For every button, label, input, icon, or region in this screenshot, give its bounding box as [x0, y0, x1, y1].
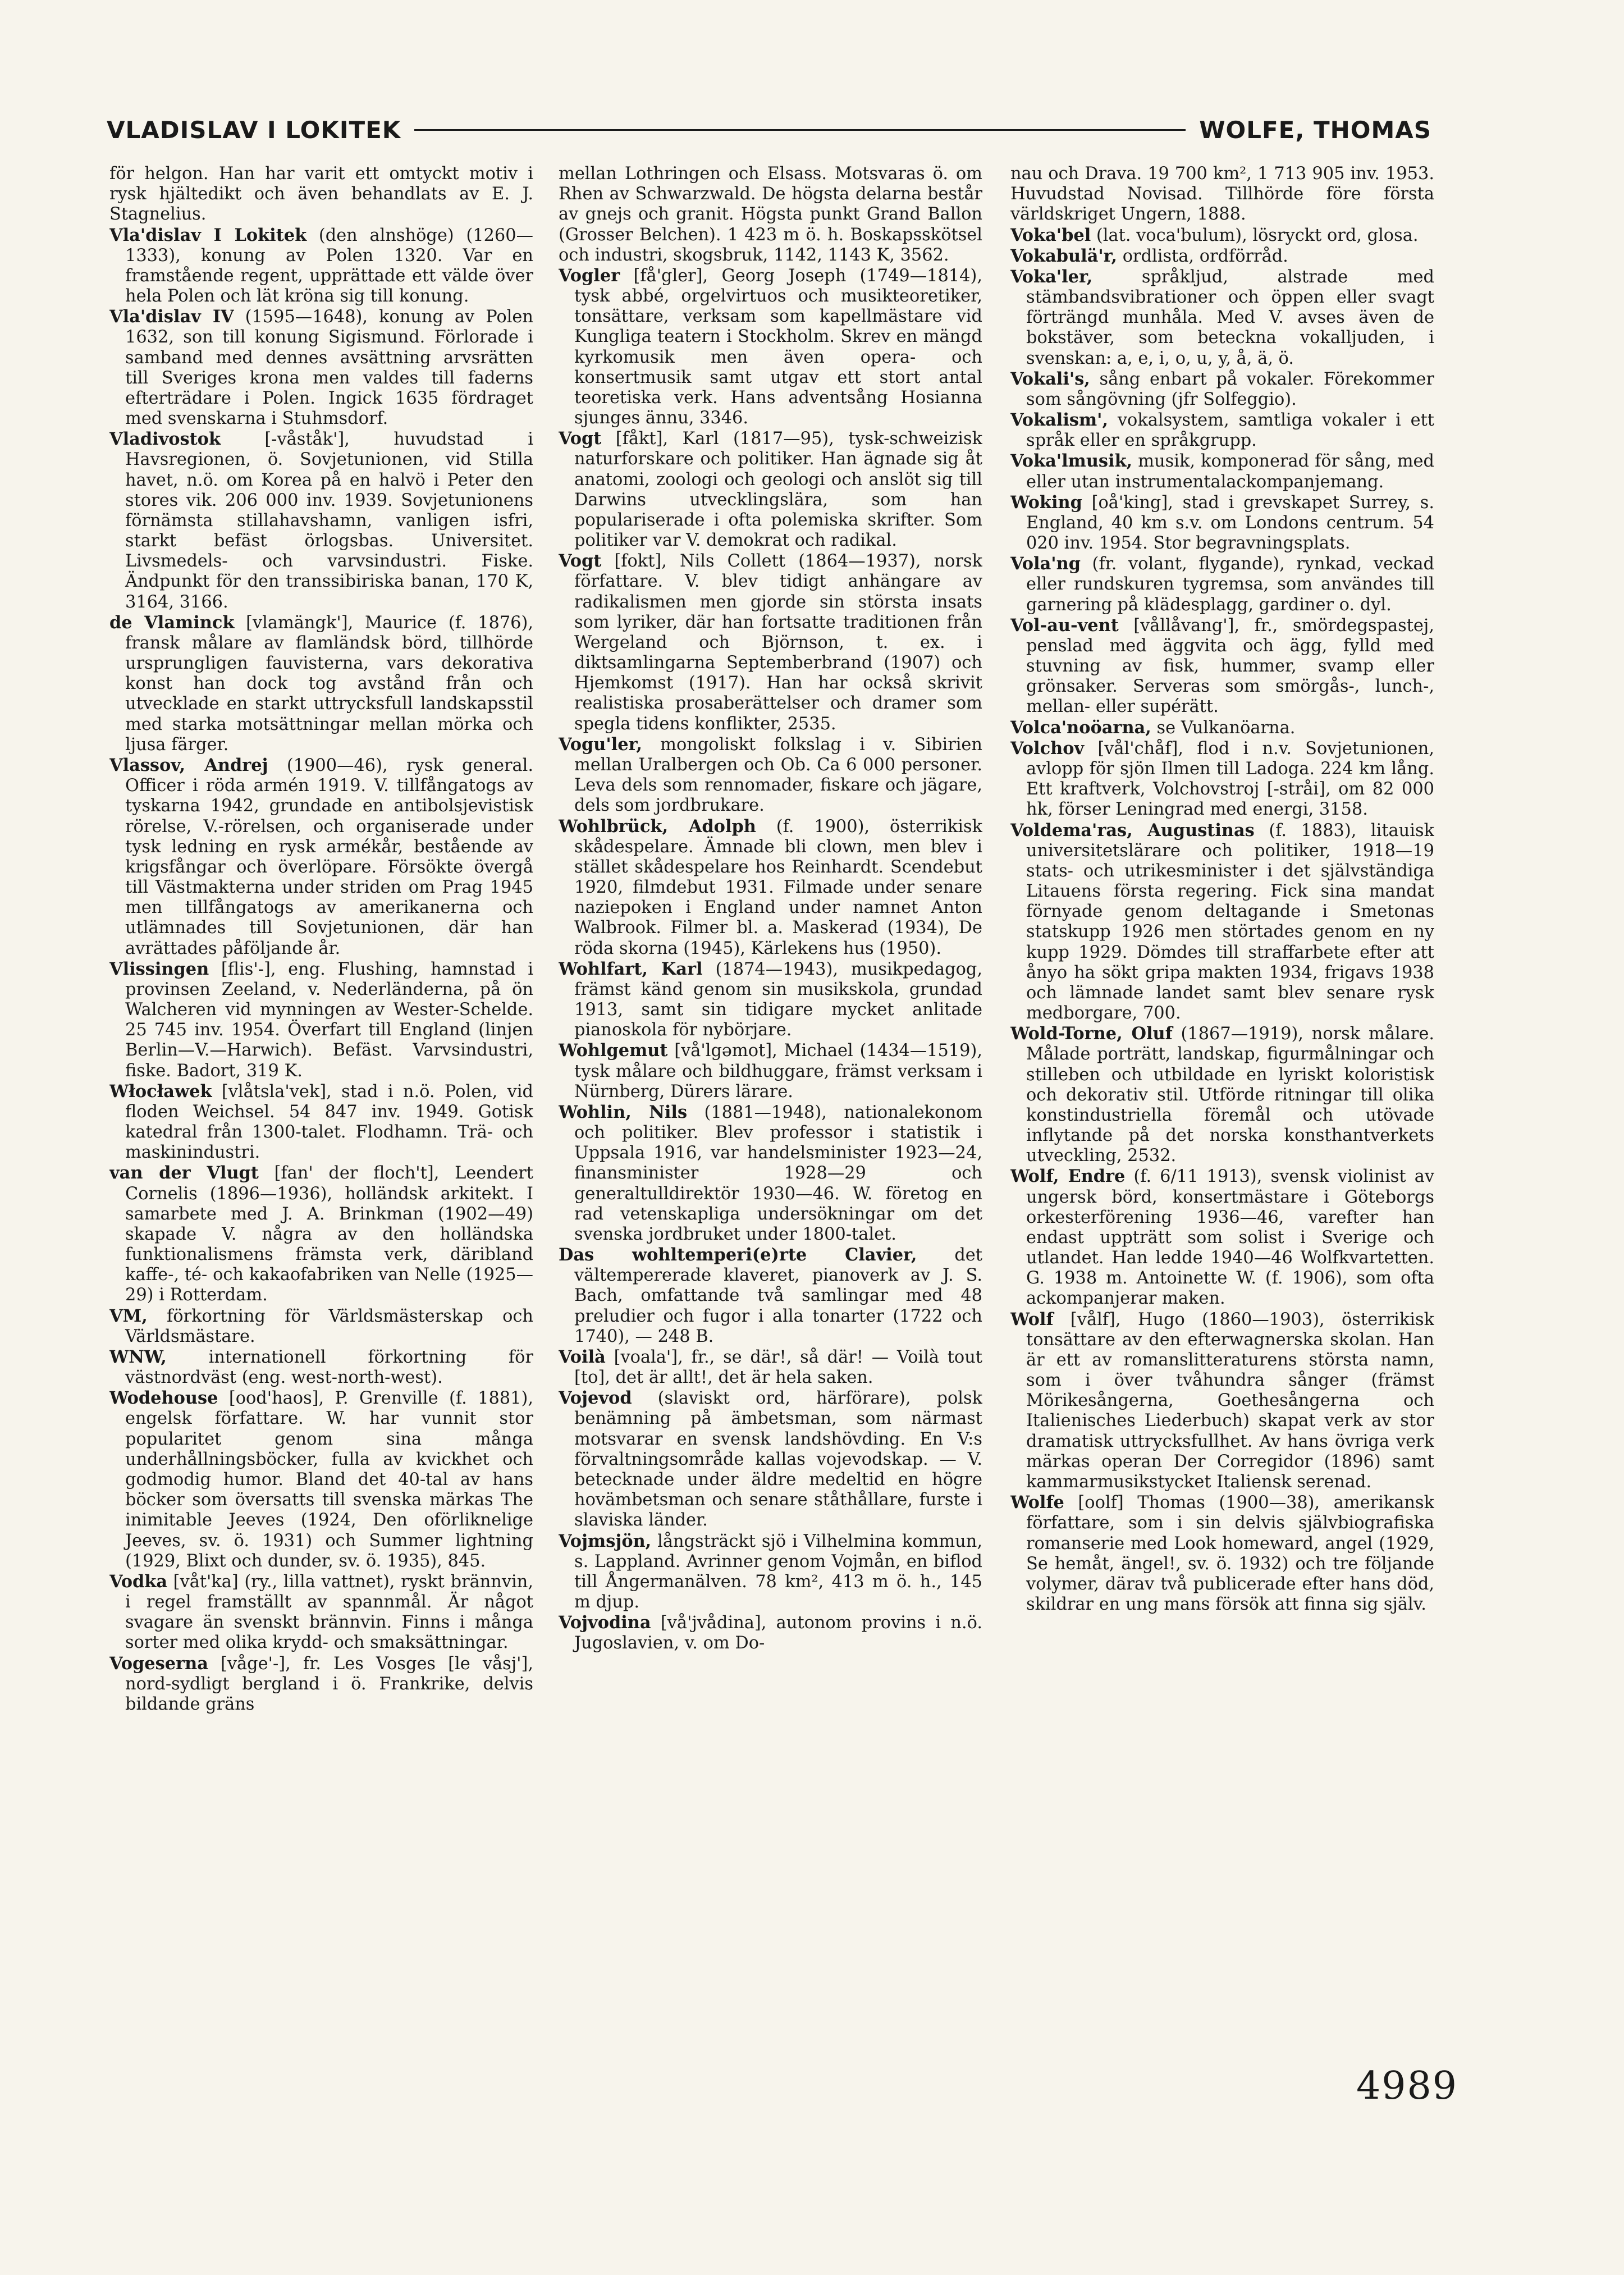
entry-headword: Vokalism', — [1010, 410, 1109, 431]
entry-text: [fan' der floch't], Leendert Cornelis (1896—1936), holländsk arkitekt. I samarbete med J. A. Brinkman (1902—49) skapade V. några av den holländska funktionalismens främsta verk, däribland kaffe-, té- och kakaofabriken van Nelle (1925—29) i Rotterdam. — [125, 1163, 533, 1305]
entry-text: [få'gler], Georg Joseph (1749—1814), tysk abbé, orgelvirtuos och musikteoretiker, tonsättare, verksam som kapellmästare vid Kungliga teatern i Stockholm. Skrev en mängd kyrkomusik men även opera- och konsertmusik samt utgav ett stort antal teoretiska verk. Hans adventsång Hosianna sjunges ännu, 3346. — [574, 266, 982, 428]
entry-headword: Włocławek — [109, 1081, 212, 1102]
entry-text: långsträckt sjö i Vilhelmina kommun, s. Lappland. Avrinner genom Vojmån, en biflod till Ångermanälven. 78 km², 413 m ö. h., 145 m djup. — [574, 1531, 982, 1612]
page-number: 4989 — [1356, 2064, 1458, 2108]
entry-headword: Vola'ng — [1010, 554, 1081, 574]
dictionary-entry — [1010, 1492, 1434, 1615]
entry-text: [-våståk'], huvudstad i Havsregionen, ö. Sovjetunionen, vid Stilla havet, n.ö. om Korea på en halvö i Peter den stores vik. 206 000 inv. 1939. Sovjetunionens förnämsta stillahavshamn, vanligen isfri, starkt befäst örlogsbas. Universitet. Livsmedels- och varvsindustri. Fiske. Ändpunkt för den transsibiriska banan, 170 K, 3164, 3166. — [125, 430, 533, 612]
dictionary-entry — [1010, 492, 1434, 554]
dictionary-entry — [559, 266, 982, 428]
entry-text: [voala'], fr., se där!, så där! — Voilà tout [to], det är allt!, det är hela saken. — [574, 1347, 982, 1388]
entry-text: (f. 1900), österrikisk skådespelare. Ämnade bli clown, men blev i stället skådespelare hos Reinhardt. Scendebut 1920, filmdebut 1931. Filmade under senare naziepoken i England under namnet Anton Walbrook. Filmer bl. a. Maskerad (1934), De röda skorna (1945), Kärlekens hus (1950). — [574, 816, 982, 958]
entry-text: [ood'haos], P. Grenville (f. 1881), engelsk författare. W. har vunnit stor popularitet genom sina många underhållningsböcker, fulla av kvickhet och godmodig humor. Bland det 40-tal av hans böcker som översatts till svenska märkas The inimitable Jeeves (1924, Den oförliknelige Jeeves, sv. ö. 1931) och Summer lightning (1929, Blixt och dunder, sv. ö. 1935), 845. — [125, 1388, 533, 1571]
header-left-guideword: VLADISLAV I LOKITEK — [107, 116, 401, 144]
entry-headword: Wolf — [1010, 1309, 1054, 1330]
dictionary-entry — [559, 551, 982, 734]
entry-text: (1867—1919), norsk målare. Målade porträtt, landskap, figurmålningar och stilleben och utbildade en lyriskt koloristisk och dekorativ stil. Utförde ritningar till olika konstindustriella föremål och utövade inflytande på det norska konsthantverkets utveckling, 2532. — [1026, 1024, 1434, 1166]
dictionary-entry — [1010, 451, 1434, 492]
dictionary-entry — [109, 1163, 533, 1305]
entry-text: [fåkt], Karl (1817—95), tysk-schweizisk naturforskare och politiker. Han ägnade sig åt anatomi, zoologi och geologi och anslöt sig till Darwins utvecklingslära, som han populariserade i ofta polemiska skrifter. Som politiker var V. demokrat och radikal. — [574, 429, 982, 551]
entry-headword: WNW, — [109, 1346, 167, 1367]
entry-headword: Wold-Torne, Oluf — [1010, 1024, 1173, 1044]
entry-text: (1595—1648), konung av Polen 1632, son till konung Sigismund. Förlorade i samband med dennes avsättning arvsrätten till Sveriges krona men valdes till faderns efterträdare i Polen. Ingick 1635 fördraget med svenskarna i Stuhmsdorf. — [125, 307, 533, 429]
dictionary-entry — [109, 307, 533, 429]
entry-text: [oolf] Thomas (1900—38), amerikansk författare, som i sin delvis självbiografiska romanserie med Look homeward, angel (1929, Se hemåt, ängel!, sv. ö. 1932) och tre följande volymer, därav två publicerade efter hans död, skildrar en ung mans försök att finna sig själv. — [1026, 1493, 1434, 1615]
entry-text: (fr. volant, flygande), rynkad, veckad eller rundskuren tygremsa, som användes till garnering på klädesplagg, gardiner o. dyl. — [1026, 554, 1434, 615]
entry-headword: Vogeserna — [109, 1653, 208, 1674]
entry-text: ordlista, ordförråd. — [1117, 246, 1288, 266]
dictionary-entry — [559, 734, 982, 816]
dictionary-entry — [109, 1306, 533, 1347]
dictionary-entry — [109, 1388, 533, 1572]
entry-headword: Woking — [1010, 492, 1082, 513]
dictionary-entry — [559, 1245, 982, 1347]
dictionary-entry — [1010, 225, 1434, 246]
dictionary-entry — [559, 1612, 982, 1653]
entry-text: (1900—46), rysk general. Officer i röda armén 1919. V. tillfångatogs av tyskarna 1942, grundade en antibolsjevistisk rörelse, V.-rörelsen, och organiserade under tysk ledning en rysk armékår, bestående av krigsfångar och överlöpare. Försökte övergå till Västmakterna under striden om Prag 1945 men tillfångatogs av amerikanerna och utlämnades till Sovjetunionen, där han avrättades påföljande år. — [125, 755, 533, 958]
running-header — [107, 110, 1431, 149]
dictionary-entry — [1010, 1166, 1434, 1309]
entry-headword: Vokali's, — [1010, 368, 1090, 389]
entry-headword: Wolf, Endre — [1010, 1166, 1126, 1187]
dictionary-entry — [109, 225, 533, 307]
entry-headword: Volchov — [1010, 738, 1085, 759]
entry-headword: Vogt — [559, 551, 602, 572]
dictionary-entry — [1010, 246, 1434, 267]
entry-text: mongoliskt folkslag i v. Sibirien mellan Uralbergen och Ob. Ca 6 000 personer. Leva dels som rennomader, fiskare och jägare, dels som jordbrukare. — [574, 734, 982, 816]
entry-text: (1874—1943), musikpedagog, främst känd genom sin musikskola, grundad 1913, samt sin tidigare mycket anlitade pianoskola för nybörjare. — [574, 959, 982, 1040]
entry-text: det vältempererade klaveret, pianoverk av J. S. Bach, omfattande två samlingar med 48 preludier och fugor i alla tonarter (1722 och 1740), — 248 B. — [574, 1245, 982, 1346]
entry-headword: Voka'lmusik, — [1010, 451, 1133, 472]
dictionary-entry — [1010, 267, 1434, 369]
entry-text: mellan Lothringen och Elsass. Motsvaras ö. om Rhen av Schwarzwald. De högsta delarna består av gnejs och granit. Högsta punkt Grand Ballon (Grosser Belchen). 1 423 m ö. h. Boskapsskötsel och industri, skogsbruk, 1142, 1143 K, 3562. — [559, 164, 982, 265]
entry-text: [vlåtsla'vek], stad i n.ö. Polen, vid floden Weichsel. 54 847 inv. 1949. Gotisk katedral från 1300-talet. Flodhamn. Trä- och maskinindustri. — [125, 1081, 533, 1163]
dictionary-entry — [1010, 718, 1434, 738]
entry-headword: Voka'ler, — [1010, 266, 1093, 287]
entry-headword: Wohlbrück, Adolph — [559, 816, 756, 837]
dictionary-entry — [1010, 615, 1434, 718]
dictionary-entry — [559, 1388, 982, 1531]
entry-headword: Vojevod — [559, 1388, 632, 1409]
dictionary-entry — [109, 429, 533, 613]
dictionary-entry — [109, 1572, 533, 1653]
entry-headword: Das wohltemperi(e)rte Clavier, — [559, 1245, 917, 1266]
dictionary-entry — [1010, 1024, 1434, 1166]
dictionary-entry — [559, 959, 982, 1041]
dictionary-entry — [559, 1531, 982, 1613]
dictionary-entry — [1010, 164, 1434, 225]
entry-headword: Wohlgemut — [559, 1040, 668, 1061]
dictionary-entry — [559, 164, 982, 266]
entry-text: vokalsystem, samtliga vokaler i ett språk eller en språkgrupp. — [1026, 410, 1434, 451]
dictionary-entry — [109, 613, 533, 755]
dictionary-entry — [559, 1102, 982, 1245]
text-column-1 — [109, 164, 533, 2039]
dictionary-entry — [559, 428, 982, 551]
entry-text: [fokt], Nils Collett (1864—1937), norsk författare. V. blev tidigt anhängare av radikalismen men gjorde sin största insats som lyriker, där han fortsatte traditionen från Wergeland och Björnson, t. ex. i diktsamlingarna Septemberbrand (1907) och Hjemkomst (1917). Han har också skrivit realistiska prosaberättelser och dramer som spegla tidens konflikter, 2535. — [574, 551, 982, 734]
entry-text: (f. 1883), litauisk universitetslärare och politiker, 1918—19 stats- och utrikesminister i det självständiga Litauens första regering. Fick sina mandat förnyade genom deltagande i Smetonas statskupp 1926 men störtades genom en ny kupp 1929. Dömdes till straffarbete efter att ånyo ha sökt gripa makten 1934, frigavs 1938 och lämnade landet samt blev senare rysk medborgare, 700. — [1026, 820, 1434, 1024]
entry-text: (lat. voca'bulum), lösryckt ord, glosa. — [1091, 225, 1419, 245]
entry-text: (slaviskt ord, härförare), polsk benämning på ämbetsman, som närmast motsvarar en svensk landshövding. En V:s förvaltningsområde kallas vojevodskap. — V. betecknade under äldre medeltid en högre hovämbetsman och senare ståthållare, furste i slaviska länder. — [574, 1388, 982, 1531]
entry-text: internationell förkortning för västnordväst (eng. west-north-west). — [125, 1347, 533, 1388]
dictionary-entry — [1010, 369, 1434, 410]
entry-text: (f. 6/11 1913), svensk violinist av ungersk börd, konsertmästare i Göteborgs orkesterförening 1936—46, varefter han endast uppträtt som solist i Sverige och utlandet. Han ledde 1940—46 Wolfkvartetten. G. 1938 m. Antoinette W. (f. 1906), som ofta ackompanjerar maken. — [1026, 1167, 1434, 1309]
entry-headword: Voilà — [559, 1346, 606, 1367]
entry-headword: Volca'noöarna, — [1010, 717, 1151, 738]
entry-text: [oå'king], stad i grevskapet Surrey, s. England, 40 km s.v. om Londons centrum. 54 020 inv. 1954. Stor begravningsplats. — [1026, 492, 1434, 554]
entry-text: [våge'-], fr. Les Vosges [le våsj'], nord-sydligt bergland i ö. Frankrike, delvis bildande gräns — [125, 1653, 533, 1714]
entry-headword: Vodka — [109, 1571, 168, 1592]
entry-text: se Vulkanöarna. — [1151, 718, 1296, 738]
entry-text: [vålf], Hugo (1860—1903), österrikisk tonsättare av den efterwagnerska skolan. Han är ett av romanslitteraturens största namn, som i över tvåhundra sånger (främst Mörikesångerna, Goethesångerna och Italienisches Liederbuch) skapat verk av stor dramatisk uttrycksfullhet. Av hans övriga verk märkas operan Der Corregidor (1896) samt kammarmusikstycket Italiensk serenad. — [1026, 1309, 1434, 1492]
entry-text: (den alnshöge) (1260—1333), konung av Polen 1320. Var en framstående regent, upprättade ett välde över hela Polen och lät kröna sig till konung. — [125, 225, 533, 307]
dictionary-entry — [559, 1040, 982, 1102]
entry-headword: van der Vlugt — [109, 1163, 259, 1184]
dictionary-entry — [109, 1653, 533, 1715]
entry-text: [vå'lgəmot], Michael (1434—1519), tysk målare och bildhuggare, främst verksam i Nürnberg, Dürers lärare. — [574, 1041, 982, 1102]
entry-headword: Vladivostok — [109, 429, 221, 450]
entry-headword: VM, — [109, 1305, 148, 1326]
dictionary-entry — [559, 816, 982, 959]
entry-headword: Vogler — [559, 265, 620, 286]
entry-headword: Vlissingen — [109, 958, 209, 979]
dictionary-entry — [109, 1081, 533, 1163]
entry-headword: Vogu'ler, — [559, 734, 642, 755]
entry-text: nau och Drava. 19 700 km², 1 713 905 inv. 1953. Huvudstad Novisad. Tillhörde före första världskriget Ungern, 1888. — [1010, 164, 1434, 225]
dictionary-entry — [1010, 410, 1434, 451]
entry-headword: Voldema'ras, Augustinas — [1010, 820, 1255, 840]
entry-text: [vållåvang'], fr., smördegspastej, penslad med äggvita och ägg, fylld med stuvning av fisk, hummer, svamp eller grönsaker. Serveras som smörgås-, lunch-, mellan- eller supérätt. — [1026, 615, 1434, 717]
entry-headword: Vlassov, Andrej — [109, 755, 268, 775]
entry-headword: Vla'dislav IV — [109, 307, 234, 327]
entry-text: [vå'jvådina], autonom provins i n.ö. Jugoslavien, v. om Do- — [574, 1613, 982, 1653]
dictionary-entry — [109, 755, 533, 959]
entry-text: [våt'ka] (ry., lilla vattnet), ryskt brännvin, i regel framställt av spannmål. Är något svagare än svenskt brännvin. Finns i många sorter med olika krydd- och smaksättningar. — [125, 1572, 533, 1653]
entry-headword: Wodehouse — [109, 1388, 218, 1409]
entry-headword: Voka'bel — [1010, 225, 1091, 245]
entry-text: (1881—1948), nationalekonom och politiker. Blev professor i statistik i Uppsala 1916, var handelsminister 1923—24, finansminister 1928—29 och generaltulldirektör 1930—46. W. företog en rad vetenskapliga undersökningar om det svenska jordbruket under 1800-talet. — [574, 1102, 982, 1244]
dictionary-entry — [109, 164, 533, 225]
header-right-guideword: WOLFE, THOMAS — [1199, 116, 1431, 144]
dictionary-entry — [109, 959, 533, 1081]
entry-text: språkljud, alstrade med stämbandsvibrationer och öppen eller svagt förträngd munhåla. Med V. avses även de bokstäver, som beteckna vokalljuden, i svenskan: a, e, i, o, u, y, å, ä, ö. — [1026, 267, 1434, 368]
entry-headword: Vojvodina — [559, 1612, 651, 1633]
entry-text: för helgon. Han har varit ett omtyckt motiv i rysk hjältedikt och även behandlats av E. J. Stagnelius. — [109, 164, 533, 225]
dictionary-entry — [1010, 1309, 1434, 1493]
dictionary-entry — [1010, 820, 1434, 1024]
entry-headword: Vol-au-vent — [1010, 615, 1119, 636]
dictionary-entry — [559, 1347, 982, 1388]
entry-headword: Wohlin, Nils — [559, 1102, 688, 1122]
text-column-2 — [559, 164, 982, 2039]
dictionary-entry — [1010, 738, 1434, 820]
entry-headword: Vokabulä'r, — [1010, 245, 1118, 266]
entry-headword: Vogt — [559, 428, 602, 449]
entry-headword: de Vlaminck — [109, 612, 235, 633]
entry-headword: Vojmsjön, — [559, 1531, 652, 1551]
header-rule — [414, 129, 1186, 131]
entry-text: [vål'chåf], flod i n.v. Sovjetunionen, avlopp för sjön Ilmen till Ladoga. 224 km lång. Ett kraftverk, Volchovstroj [-stråi], om 82 000 hk, förser Leningrad med energi, 3158. — [1026, 738, 1434, 820]
entry-text: förkortning för Världsmästerskap och Världsmästare. — [125, 1306, 533, 1346]
entry-text: sång enbart på vokaler. Förekommer som sångövning (jfr Solfeggio). — [1026, 369, 1434, 409]
text-column-3 — [1010, 164, 1434, 2039]
entry-headword: Wolfe — [1010, 1492, 1064, 1513]
dictionary-entry — [1010, 554, 1434, 615]
dictionary-entry — [109, 1347, 533, 1388]
entry-headword: Vla'dislav I Lokitek — [109, 225, 307, 245]
entry-text: musik, komponerad för sång, med eller utan instrumentalackompanjemang. — [1026, 451, 1434, 492]
entry-headword: Wohlfart, Karl — [559, 958, 703, 979]
entry-text: [flis'-], eng. Flushing, hamnstad i provinsen Zeeland, v. Nederländerna, på ön Walcheren vid mynningen av Wester-Schelde. 25 745 inv. 1954. Överfart till England (linjen Berlin—V.—Harwich). Befäst. Varvsindustri, fiske. Badort, 319 K. — [125, 959, 533, 1081]
entry-text: [vlamängk'], Maurice (f. 1876), fransk målare av flamländsk börd, tillhörde ursprungligen fauvisterna, vars dekorativa konst han dock tog avstånd från och utvecklade en starkt uttrycksfull landskapsstil med starka motsättningar mellan mörka och ljusa färger. — [125, 613, 533, 755]
